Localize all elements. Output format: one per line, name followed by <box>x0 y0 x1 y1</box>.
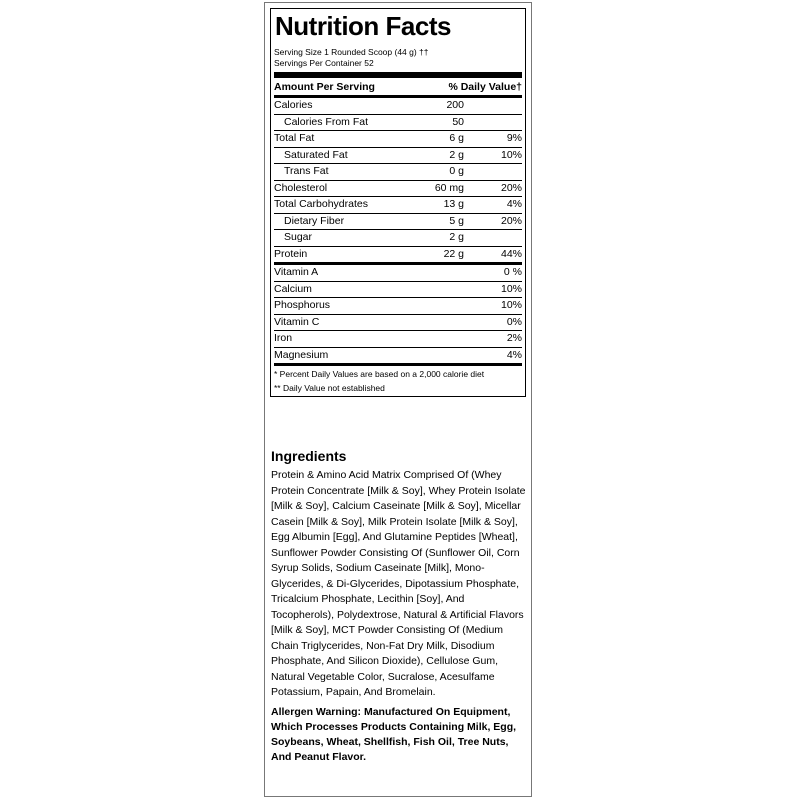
product-info-panel <box>264 2 532 797</box>
vitamin-name: Magnesium <box>274 348 329 361</box>
vitamin-row <box>274 265 522 281</box>
ingredients-text: Protein & Amino Acid Matrix Comprised Of (Whey Protein Concentrate [Milk & Soy], Whey Protein Isolate [Milk & Soy], Calcium Caseinate [Milk & Soy], Micellar Casein [Milk & Soy], Milk Protein Isolate [Milk & Soy], Egg Albumin [Egg], And Glutamine Peptides [Wheat], Sunflower Powder Consisting Of (Sunflower Oil, Corn Syrup Solids, Sodium Caseinate [Milk], Mono-Glycerides, & Di-Glycerides, Dipotassium Phosphate, Tricalcium Phosphate, Lecithin [Soy], And Tocopherols), Polydextrose, Natural & Artificial Flavors [Milk & Soy], MCT Powder Consisting Of (Medium Chain Triglycerides, Non-Fat Dry Milk, Disodium Phosphate, And Silicon Dioxide), Cellulose Gum, Natural Vegetable Color, Sucralose, Acesulfame Potassium, Papain, And Bromelain. <box>271 469 526 698</box>
nutrient-amount: 6 g <box>449 132 464 144</box>
vitamin-daily-value: 4% <box>506 348 522 361</box>
nutrient-table <box>274 98 522 262</box>
nutrient-name: Dietary Fiber <box>284 214 345 227</box>
nutrient-row <box>274 180 522 197</box>
nutrient-row <box>274 147 522 164</box>
nutrient-name: Sugar <box>284 231 313 243</box>
nutrient-amount: 200 <box>446 99 464 111</box>
ingredients-title: Ingredients <box>271 448 347 464</box>
vitamin-row <box>274 347 522 364</box>
vitamin-daily-value: 0% <box>506 315 522 328</box>
nutrient-daily-value: 20% <box>500 181 522 194</box>
nutrient-row <box>274 98 522 114</box>
nutrient-row <box>274 163 522 180</box>
nutrient-amount: 5 g <box>449 214 464 227</box>
nutrient-amount: 22 g <box>443 247 464 260</box>
nutrition-facts-label <box>270 8 526 397</box>
vitamin-daily-value: 2% <box>506 332 522 344</box>
vitamin-name: Phosphorus <box>274 299 331 311</box>
nutrient-row <box>274 213 522 230</box>
footnote-daily-values: * Percent Daily Values are based on a 2,000 calorie diet <box>274 369 485 379</box>
nutrient-amount: 2 g <box>449 231 464 243</box>
nutrient-name: Total Carbohydrates <box>274 198 368 210</box>
nutrient-name: Trans Fat <box>284 165 329 177</box>
vitamin-daily-value: 0 % <box>503 266 522 278</box>
nutrient-row <box>274 130 522 147</box>
nutrition-facts-title: Nutrition Facts <box>275 11 451 41</box>
nutrient-daily-value <box>466 115 522 131</box>
label-header-row <box>274 78 522 95</box>
vitamin-daily-value: 10% <box>500 299 522 311</box>
vitamin-name: Vitamin C <box>274 315 320 328</box>
nutrient-name: Calories <box>274 99 313 111</box>
nutrient-name: Total Fat <box>274 132 315 144</box>
nutrient-daily-value: 10% <box>500 148 522 161</box>
vitamin-row <box>274 330 522 347</box>
nutrient-amount: 60 mg <box>434 181 464 194</box>
nutrient-amount: 50 <box>452 115 464 128</box>
footnote-not-established: ** Daily Value not established <box>274 383 385 393</box>
nutrient-row <box>274 114 522 131</box>
allergen-warning: Allergen Warning: Manufactured On Equipment, Which Processes Products Containing Milk, Egg, Soybeans, Wheat, Shellfish, Fish Oil, Tree Nuts, And Peanut Flavor. <box>271 705 517 763</box>
nutrient-name: Cholesterol <box>274 181 328 194</box>
nutrient-daily-value: 4% <box>506 198 522 210</box>
servings-per-container: Servings Per Container 52 <box>274 58 374 68</box>
nutrient-row <box>274 246 522 263</box>
nutrient-amount: 0 g <box>449 165 464 177</box>
nutrient-daily-value: 20% <box>500 214 522 227</box>
nutrient-daily-value: 44% <box>500 247 522 260</box>
vitamin-name: Vitamin A <box>274 266 319 278</box>
vitamin-name: Iron <box>274 332 293 344</box>
vitamin-name: Calcium <box>274 282 312 295</box>
nutrient-row <box>274 196 522 213</box>
nutrient-daily-value <box>466 230 522 246</box>
amount-per-serving-header: Amount Per Serving <box>274 81 375 93</box>
vitamin-table <box>274 265 522 363</box>
daily-value-header: % Daily Value† <box>448 81 522 93</box>
nutrient-daily-value <box>466 164 522 180</box>
nutrient-amount: 2 g <box>449 148 464 161</box>
nutrient-daily-value: 9% <box>506 132 522 144</box>
vitamin-row <box>274 281 522 298</box>
nutrient-daily-value <box>466 98 522 114</box>
nutrient-name: Protein <box>274 247 308 260</box>
serving-size: Serving Size 1 Rounded Scoop (44 g) †† <box>274 47 429 57</box>
nutrient-row <box>274 229 522 246</box>
vitamin-row <box>274 297 522 314</box>
nutrient-name: Saturated Fat <box>284 148 348 161</box>
nutrient-name: Calories From Fat <box>284 115 369 128</box>
vitamin-daily-value: 10% <box>500 282 522 295</box>
vitamin-row <box>274 314 522 331</box>
nutrient-amount: 13 g <box>443 198 464 210</box>
ingredients-section <box>270 443 528 765</box>
